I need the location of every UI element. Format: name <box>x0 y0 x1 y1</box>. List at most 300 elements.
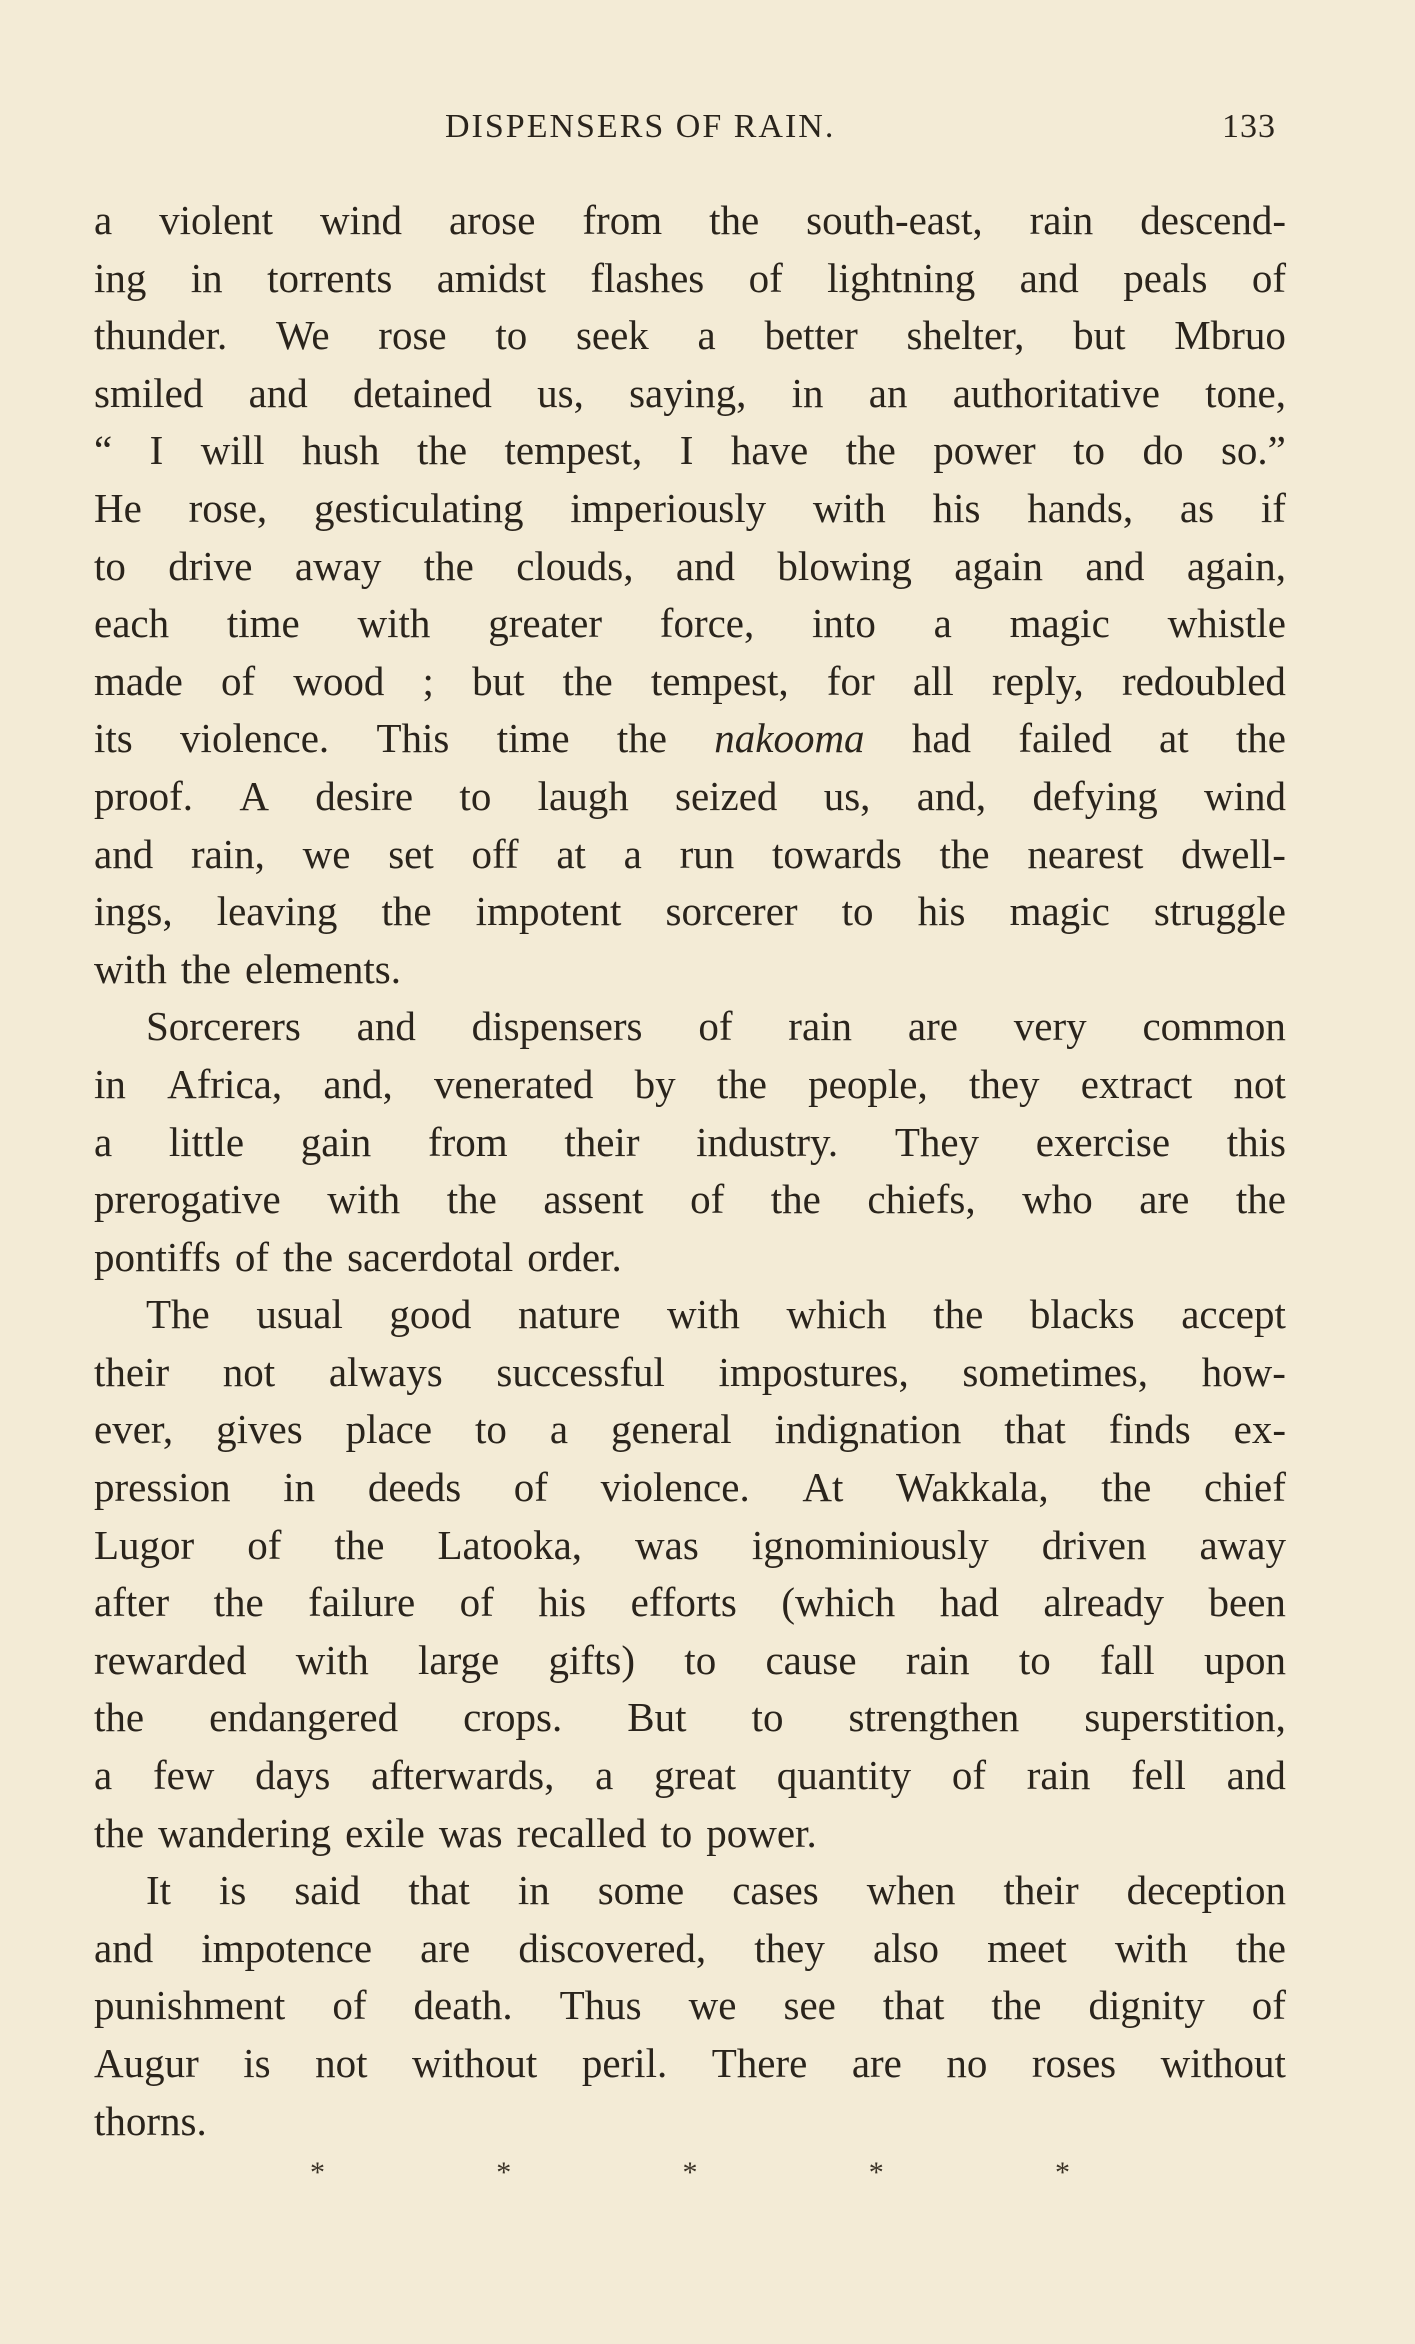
word: prerogative <box>94 1176 281 1223</box>
word: At <box>802 1464 844 1511</box>
word: blacks <box>1029 1291 1135 1338</box>
word: without <box>412 2040 538 2086</box>
word: the <box>770 1176 821 1223</box>
word: power <box>933 427 1036 474</box>
word: Africa, <box>167 1060 283 1107</box>
word: is <box>243 2040 271 2086</box>
text-line <box>94 1459 1286 1517</box>
word: afterwards, <box>371 1752 555 1799</box>
word: ex- <box>1233 1406 1286 1453</box>
word: thunder. <box>94 312 228 359</box>
word: with <box>295 1636 369 1683</box>
word: violence. <box>600 1464 750 1511</box>
word: Sorcerers <box>146 1003 301 1050</box>
text-line <box>94 826 1286 884</box>
word: laugh <box>537 772 629 819</box>
word: of <box>951 1752 987 1799</box>
word: assent <box>543 1176 644 1223</box>
word: venerated <box>434 1060 594 1107</box>
word: how- <box>1201 1348 1286 1395</box>
word: fall <box>1100 1636 1155 1683</box>
word: the <box>282 1233 334 1280</box>
word: people, <box>808 1060 928 1107</box>
word: struggle <box>1153 888 1286 935</box>
word: rain <box>1026 1752 1091 1799</box>
word: rain <box>1029 197 1094 243</box>
word: deception <box>1126 1867 1286 1914</box>
word: in <box>517 1867 550 1914</box>
word: not <box>315 2040 368 2086</box>
word: without <box>1160 2040 1286 2086</box>
word: dispensers <box>471 1003 643 1050</box>
word: of <box>690 1176 725 1223</box>
word: little <box>168 1118 245 1165</box>
asterisk-icon: * <box>496 2156 512 2189</box>
word: of <box>247 1521 282 1568</box>
word: redoubled <box>1121 657 1286 704</box>
text-line <box>94 2035 1286 2093</box>
word: the <box>716 1060 767 1107</box>
word: a <box>94 1118 113 1165</box>
text-line <box>94 1171 1286 1229</box>
word: the <box>94 1809 145 1856</box>
word: He <box>94 484 142 531</box>
word: is <box>219 1867 247 1914</box>
word: his <box>932 484 981 531</box>
word: and, <box>323 1060 393 1107</box>
text-line <box>94 1056 1286 1114</box>
word: recalled <box>516 1809 647 1856</box>
word: amidst <box>436 254 547 301</box>
word: to <box>495 312 528 359</box>
word: in <box>94 1060 126 1107</box>
word: see <box>783 1982 836 2029</box>
word: and <box>675 542 736 589</box>
word: quantity <box>776 1752 912 1799</box>
word: indignation <box>774 1406 962 1453</box>
word: the <box>1235 1176 1286 1223</box>
word: nakooma <box>714 715 865 762</box>
word: some <box>597 1867 685 1914</box>
word: are <box>851 2040 902 2086</box>
word: are <box>420 1924 471 1971</box>
word: gives <box>216 1406 303 1453</box>
word: the <box>562 657 613 704</box>
word: finds <box>1108 1406 1191 1453</box>
word: in <box>791 369 824 416</box>
word: to <box>684 1636 717 1683</box>
text-line <box>94 653 1286 711</box>
word: good <box>389 1291 472 1338</box>
word: made <box>94 657 183 704</box>
word: not <box>1233 1060 1286 1107</box>
word: we <box>688 1982 737 2029</box>
word: the <box>94 1694 145 1741</box>
word: cause <box>765 1636 857 1683</box>
text-line <box>94 192 1286 250</box>
word: to <box>660 1809 693 1856</box>
word: time <box>226 600 300 647</box>
text-line <box>94 1747 1286 1805</box>
word: the <box>416 427 468 474</box>
word: not <box>222 1348 276 1395</box>
word: off <box>471 830 519 877</box>
word: that <box>882 1982 945 2029</box>
text-line <box>94 1920 1286 1978</box>
word: the <box>423 542 474 589</box>
word: again <box>954 542 1043 589</box>
word: Latooka, <box>437 1521 583 1568</box>
word: south-east, <box>806 197 983 243</box>
text-line <box>94 1401 1286 1459</box>
word: seized <box>674 772 778 819</box>
word: roses <box>1031 2040 1117 2086</box>
word: for <box>826 657 875 704</box>
word: sacerdotal <box>347 1233 514 1280</box>
word: gifts) <box>548 1636 636 1683</box>
word: successful <box>496 1348 665 1395</box>
word: the <box>381 888 432 935</box>
word: desire <box>315 772 414 819</box>
word: from <box>582 197 663 243</box>
word: the <box>213 1579 264 1626</box>
word: endangered <box>209 1694 399 1741</box>
word: to <box>1073 427 1106 474</box>
page-number: 133 <box>1222 108 1276 145</box>
word: from <box>427 1118 508 1165</box>
word: power. <box>706 1809 817 1856</box>
text-line <box>94 710 1286 768</box>
running-head: DISPENSERS OF RAIN. <box>445 108 836 145</box>
word: the <box>1235 715 1286 762</box>
word: as <box>1179 484 1215 531</box>
word: of <box>332 1982 367 2029</box>
word: tempest, <box>650 657 789 704</box>
text-line <box>94 250 1286 308</box>
word: meet <box>987 1924 1067 1971</box>
word: Wakkala, <box>895 1464 1049 1511</box>
word: deeds <box>367 1464 462 1511</box>
word: pontiffs <box>94 1233 221 1280</box>
word: their <box>94 1348 170 1395</box>
word: are <box>1139 1176 1190 1223</box>
word: flashes <box>590 254 705 301</box>
word: I <box>149 427 164 474</box>
word: superstition, <box>1084 1694 1286 1741</box>
word: wind <box>1203 772 1286 819</box>
text-line <box>94 422 1286 480</box>
word: I <box>679 427 694 474</box>
word: Lugor <box>94 1521 195 1568</box>
word: the <box>616 715 667 762</box>
word: had <box>939 1579 999 1626</box>
word: peril. <box>581 2040 668 2086</box>
word: if <box>1260 484 1286 531</box>
word: rose, <box>188 484 268 531</box>
word: set <box>388 830 434 877</box>
text-line <box>94 595 1286 653</box>
word: away <box>1199 1521 1286 1568</box>
word: the <box>939 830 990 877</box>
word: accept <box>1181 1291 1286 1338</box>
word: of <box>513 1464 548 1511</box>
word: magic <box>1009 600 1110 647</box>
word: They <box>894 1118 980 1165</box>
word: gesticulating <box>313 484 524 531</box>
word: nearest <box>1027 830 1144 877</box>
word: with <box>812 484 886 531</box>
word: of <box>748 254 783 301</box>
word: but <box>1073 312 1126 359</box>
word: and <box>1085 542 1145 589</box>
word: time <box>496 715 570 762</box>
word: the <box>933 1291 984 1338</box>
word: ever, <box>94 1406 174 1453</box>
asterisk-icon: * <box>310 2156 325 2189</box>
word: defying <box>1032 772 1158 819</box>
word: the <box>991 1982 1042 2029</box>
word: imperiously <box>570 484 767 531</box>
word: and <box>94 1924 154 1971</box>
word: failed <box>1018 715 1112 762</box>
word: will <box>200 427 265 474</box>
text-line <box>94 538 1286 596</box>
text-line <box>94 883 1286 941</box>
word: rewarded <box>94 1636 247 1683</box>
word: at <box>556 830 586 877</box>
asterisk-icon: * <box>682 2156 698 2189</box>
word: This <box>376 715 450 762</box>
text-line <box>94 1229 1286 1287</box>
word: torrents <box>267 254 393 301</box>
word: and, <box>916 772 987 819</box>
text-line <box>94 1344 1286 1402</box>
word: ; <box>422 657 434 704</box>
word: ings, <box>94 888 173 935</box>
word: with <box>94 945 167 992</box>
word: reply, <box>991 657 1084 704</box>
word: fell <box>1131 1752 1186 1799</box>
word: blowing <box>777 542 912 589</box>
word: crops. <box>463 1694 563 1741</box>
text-line <box>94 1574 1286 1632</box>
word: driven <box>1041 1521 1147 1568</box>
word: But <box>627 1694 687 1741</box>
text-line <box>94 1977 1286 2035</box>
word: impostures, <box>718 1348 909 1395</box>
word: chief <box>1203 1464 1286 1511</box>
word: rain <box>788 1003 853 1050</box>
text-line <box>94 1805 1286 1863</box>
word: ignominiously <box>751 1521 989 1568</box>
word: place <box>345 1406 433 1453</box>
word: seek <box>575 312 649 359</box>
word: and <box>1226 1752 1286 1799</box>
word: into <box>812 600 876 647</box>
word: away <box>294 542 382 589</box>
word: who <box>1022 1176 1093 1223</box>
word: failure <box>308 1579 416 1626</box>
word: whistle <box>1167 600 1286 647</box>
word: saying, <box>629 369 747 416</box>
word: had <box>911 715 972 762</box>
word: and <box>356 1003 416 1050</box>
word: and <box>248 369 308 416</box>
word: detained <box>353 369 492 416</box>
word: with <box>357 600 431 647</box>
text-line <box>94 1862 1286 1920</box>
word: exile <box>345 1809 425 1856</box>
word: said <box>294 1867 361 1914</box>
word: which <box>786 1291 887 1338</box>
asterisk-icon: * <box>868 2156 884 2189</box>
word: his <box>538 1579 587 1626</box>
word: with <box>1114 1924 1188 1971</box>
word: rain, <box>190 830 265 877</box>
word: their <box>1003 1867 1079 1914</box>
word: impotent <box>475 888 622 935</box>
word: proof. <box>94 772 194 819</box>
word: efforts <box>630 1579 737 1626</box>
word: the <box>1235 1924 1286 1971</box>
word: drive <box>168 542 253 589</box>
word: a <box>623 830 642 877</box>
text-line <box>94 1517 1286 1575</box>
word: nature <box>517 1291 621 1338</box>
word: gain <box>300 1118 372 1165</box>
word: its <box>94 715 133 762</box>
word: lightning <box>827 254 976 301</box>
word: usual <box>256 1291 343 1338</box>
word: when <box>866 1867 956 1914</box>
word: The <box>146 1291 210 1338</box>
text-line <box>94 1114 1286 1172</box>
word: impotence <box>201 1924 373 1971</box>
word: all <box>912 657 954 704</box>
word: rain <box>905 1636 970 1683</box>
word: tone, <box>1205 369 1286 416</box>
word: wood <box>293 657 385 704</box>
word: this <box>1226 1118 1286 1165</box>
word: punishment <box>94 1982 286 2029</box>
word: discovered, <box>518 1924 707 1971</box>
word: was <box>438 1809 503 1856</box>
word: the <box>180 945 231 992</box>
word: wandering <box>158 1809 332 1856</box>
word: wind <box>319 197 402 243</box>
word: with <box>327 1176 401 1223</box>
section-break <box>310 2156 1070 2190</box>
word: sometimes, <box>962 1348 1149 1395</box>
word: his <box>917 888 966 935</box>
word: to <box>475 1406 507 1453</box>
word: with <box>667 1291 740 1338</box>
word: run <box>679 830 735 877</box>
word: of <box>1251 254 1286 301</box>
text-line <box>94 768 1286 826</box>
word: common <box>1142 1003 1286 1050</box>
word: their <box>564 1118 640 1165</box>
word: in <box>283 1464 316 1511</box>
word: also <box>872 1924 939 1971</box>
word: been <box>1208 1579 1286 1626</box>
word: us, <box>537 369 584 416</box>
word: A <box>239 772 269 819</box>
word: that <box>1004 1406 1066 1453</box>
word: the <box>334 1521 385 1568</box>
word: force, <box>659 600 755 647</box>
word: hands, <box>1027 484 1134 531</box>
word: thorns. <box>94 2097 207 2144</box>
word: so.” <box>1220 427 1286 474</box>
word: towards <box>771 830 902 877</box>
word: in <box>190 254 223 301</box>
word: few <box>152 1752 215 1799</box>
word: leaving <box>216 888 338 935</box>
text-line <box>94 998 1286 1056</box>
word: but <box>472 657 525 704</box>
word: by <box>634 1060 676 1107</box>
word: descend- <box>1140 197 1286 243</box>
word: clouds, <box>516 542 634 589</box>
word: pression <box>94 1464 231 1511</box>
word: of <box>220 657 256 704</box>
word: was <box>635 1521 699 1568</box>
word: better <box>764 312 858 359</box>
asterisk-icon: * <box>1055 2156 1070 2189</box>
word: shelter, <box>906 312 1025 359</box>
word: a <box>549 1406 569 1453</box>
word: a <box>933 600 952 647</box>
word: We <box>275 312 330 359</box>
word: always <box>328 1348 443 1395</box>
word: smiled <box>94 369 204 416</box>
word: upon <box>1203 1636 1286 1683</box>
text-line <box>94 307 1286 365</box>
word: rose <box>378 312 447 359</box>
word: of <box>234 1233 269 1280</box>
word: of <box>698 1003 733 1050</box>
word: the <box>845 427 896 474</box>
word: they <box>754 1924 825 1971</box>
word: tempest, <box>504 427 643 474</box>
word: days <box>255 1752 331 1799</box>
word: at <box>1159 715 1189 762</box>
word: have <box>730 427 809 474</box>
word: a <box>595 1752 614 1799</box>
word: to <box>841 888 874 935</box>
word: “ <box>94 427 113 474</box>
word: a <box>94 1752 113 1799</box>
word: violent <box>159 197 274 243</box>
word: the <box>709 197 760 243</box>
word: magic <box>1009 888 1110 935</box>
word: violence. <box>180 715 330 762</box>
word: authoritative <box>952 369 1160 416</box>
word: a <box>697 312 716 359</box>
word: dwell- <box>1181 830 1286 877</box>
word: ing <box>94 254 147 301</box>
word: general <box>611 1406 732 1453</box>
word: a <box>94 197 113 243</box>
word: Thus <box>559 1982 642 2029</box>
text-line <box>94 1632 1286 1690</box>
word: arose <box>448 197 536 243</box>
body-text <box>94 192 1286 2150</box>
text-line <box>94 941 1286 999</box>
word: the <box>446 1176 497 1223</box>
word: industry. <box>696 1118 839 1165</box>
